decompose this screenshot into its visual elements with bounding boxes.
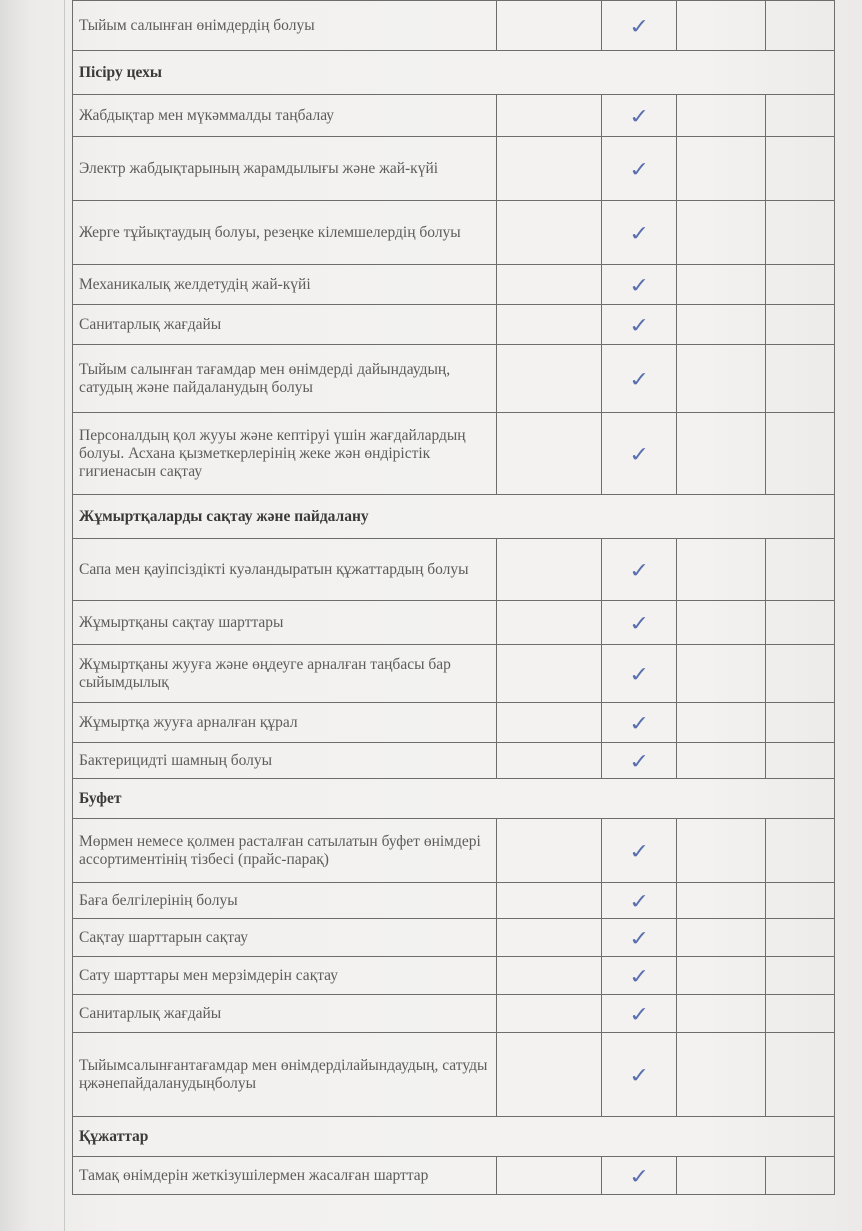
empty-cell: [677, 1, 766, 51]
checkmark-icon: ✓: [627, 271, 651, 298]
table-row: [73, 201, 835, 265]
table-row: [73, 95, 835, 137]
table-row: [73, 883, 835, 919]
section-title: Пісіру цехы: [73, 51, 835, 95]
item-name: Баға белгілерінің болуы: [73, 883, 497, 919]
check-cell: [602, 601, 677, 645]
check-cell: [602, 919, 677, 957]
empty-cell: [766, 1033, 835, 1117]
checkmark-icon: ✓: [627, 924, 651, 951]
empty-cell: [497, 345, 602, 413]
checkmark-icon: ✓: [627, 837, 651, 864]
empty-cell: [497, 1157, 602, 1195]
empty-cell: [677, 413, 766, 495]
empty-cell: [677, 743, 766, 779]
item-name: Тыйым салынған өнімдердің болуы: [73, 1, 497, 51]
check-cell: [602, 995, 677, 1033]
table-row: [73, 995, 835, 1033]
check-cell: [602, 265, 677, 305]
checkmark-icon: ✓: [627, 887, 651, 914]
empty-cell: [766, 539, 835, 601]
empty-cell: [677, 819, 766, 883]
empty-cell: [497, 539, 602, 601]
table-row: [73, 1, 835, 51]
item-name: Персоналдың қол жууы және кептіруі үшін жағдайлардың болуы. Асхана қызметкерлерінің жеке жән өндірістік гигиенасын сақтау: [73, 413, 497, 495]
checkmark-icon: ✓: [627, 747, 651, 774]
section-title: Құжаттар: [73, 1117, 835, 1157]
section-row: [73, 51, 835, 95]
table-row: [73, 305, 835, 345]
empty-cell: [497, 413, 602, 495]
empty-cell: [497, 995, 602, 1033]
table-row: [73, 703, 835, 743]
empty-cell: [766, 601, 835, 645]
empty-cell: [766, 703, 835, 743]
empty-cell: [766, 305, 835, 345]
empty-cell: [497, 919, 602, 957]
checkmark-icon: ✓: [627, 709, 651, 736]
table-row: [73, 345, 835, 413]
checkmark-icon: ✓: [627, 311, 651, 338]
empty-cell: [766, 883, 835, 919]
empty-cell: [497, 137, 602, 201]
item-name: Жерге тұйықтаудың болуы, резеңке кілемшелердің болуы: [73, 201, 497, 265]
checkmark-icon: ✓: [627, 962, 651, 989]
check-cell: [602, 957, 677, 995]
check-cell: [602, 1, 677, 51]
table-row: [73, 1033, 835, 1117]
check-cell: [602, 1033, 677, 1117]
empty-cell: [677, 345, 766, 413]
empty-cell: [766, 1, 835, 51]
empty-cell: [497, 201, 602, 265]
empty-cell: [677, 95, 766, 137]
empty-cell: [677, 1033, 766, 1117]
empty-cell: [497, 819, 602, 883]
table-row: [73, 601, 835, 645]
empty-cell: [766, 995, 835, 1033]
check-cell: [602, 883, 677, 919]
empty-cell: [677, 137, 766, 201]
check-cell: [602, 305, 677, 345]
empty-cell: [677, 265, 766, 305]
item-name: Механикалық желдетудің жай-күйі: [73, 265, 497, 305]
section-title: Буфет: [73, 779, 835, 819]
checkmark-icon: ✓: [627, 1162, 651, 1189]
check-cell: [602, 703, 677, 743]
item-name: Сату шарттары мен мерзімдерін сақтау: [73, 957, 497, 995]
table-row: [73, 743, 835, 779]
table-row: [73, 137, 835, 201]
item-name: Бактерицидті шамның болуы: [73, 743, 497, 779]
empty-cell: [766, 645, 835, 703]
empty-cell: [766, 137, 835, 201]
empty-cell: [677, 1157, 766, 1195]
item-name: Тыйымсалынғантағамдар мен өнімдерділайындаудың, сатудыңжәнепайдаланудыңболуы: [73, 1033, 497, 1117]
empty-cell: [766, 919, 835, 957]
empty-cell: [677, 601, 766, 645]
empty-cell: [766, 95, 835, 137]
empty-cell: [497, 957, 602, 995]
check-cell: [602, 539, 677, 601]
empty-cell: [497, 1033, 602, 1117]
checkmark-icon: ✓: [627, 440, 651, 467]
checkmark-icon: ✓: [627, 660, 651, 687]
table-row: [73, 413, 835, 495]
item-name: Тыйым салынған тағамдар мен өнімдерді дайындаудың, сатудың және пайдаланудың болуы: [73, 345, 497, 413]
empty-cell: [497, 265, 602, 305]
item-name: Электр жабдықтарының жарамдылығы және жай-күйі: [73, 137, 497, 201]
check-cell: [602, 201, 677, 265]
table-row: [73, 645, 835, 703]
table-row: [73, 1157, 835, 1195]
table-row: [73, 819, 835, 883]
item-name: Санитарлық жағдайы: [73, 995, 497, 1033]
table-row: [73, 919, 835, 957]
check-cell: [602, 819, 677, 883]
table-row: [73, 539, 835, 601]
checklist-table: [72, 0, 835, 1195]
section-title: Жұмыртқаларды сақтау және пайдалану: [73, 495, 835, 539]
empty-cell: [677, 703, 766, 743]
item-name: Сапа мен қауіпсіздікті куәландыратын құжаттардың болуы: [73, 539, 497, 601]
empty-cell: [677, 645, 766, 703]
empty-cell: [677, 995, 766, 1033]
table-row: [73, 957, 835, 995]
empty-cell: [677, 883, 766, 919]
item-name: Жабдықтар мен мүкәммалды таңбалау: [73, 95, 497, 137]
empty-cell: [497, 645, 602, 703]
checkmark-icon: ✓: [627, 102, 651, 129]
checkmark-icon: ✓: [627, 556, 651, 583]
section-row: [73, 1117, 835, 1157]
checkmark-icon: ✓: [627, 1061, 651, 1088]
checkmark-icon: ✓: [627, 12, 651, 39]
empty-cell: [677, 305, 766, 345]
empty-cell: [497, 743, 602, 779]
empty-cell: [677, 201, 766, 265]
empty-cell: [766, 957, 835, 995]
empty-cell: [497, 305, 602, 345]
checkmark-icon: ✓: [627, 155, 651, 182]
empty-cell: [497, 601, 602, 645]
item-name: Жұмыртқаны жууға және өңдеуге арналған таңбасы бар сыйымдылық: [73, 645, 497, 703]
check-cell: [602, 645, 677, 703]
item-name: Жұмыртқаны сақтау шарттары: [73, 601, 497, 645]
empty-cell: [766, 743, 835, 779]
check-cell: [602, 345, 677, 413]
item-name: Мөрмен немесе қолмен расталған сатылатын буфет өнімдері ассортиментінің тізбесі (прайс-парақ): [73, 819, 497, 883]
checkmark-icon: ✓: [627, 1000, 651, 1027]
empty-cell: [677, 539, 766, 601]
empty-cell: [677, 957, 766, 995]
empty-cell: [766, 201, 835, 265]
empty-cell: [766, 1157, 835, 1195]
checkmark-icon: ✓: [627, 365, 651, 392]
empty-cell: [766, 819, 835, 883]
checkmark-icon: ✓: [627, 609, 651, 636]
empty-cell: [497, 95, 602, 137]
item-name: Тамақ өнімдерін жеткізушілермен жасалған шарттар: [73, 1157, 497, 1195]
check-cell: [602, 743, 677, 779]
check-cell: [602, 137, 677, 201]
empty-cell: [766, 345, 835, 413]
checkmark-icon: ✓: [627, 219, 651, 246]
empty-cell: [677, 919, 766, 957]
empty-cell: [497, 703, 602, 743]
page-edge: [64, 0, 65, 1231]
check-cell: [602, 413, 677, 495]
item-name: Жұмыртқа жууға арналған құрал: [73, 703, 497, 743]
table-row: [73, 265, 835, 305]
check-cell: [602, 1157, 677, 1195]
empty-cell: [497, 1, 602, 51]
empty-cell: [766, 265, 835, 305]
item-name: Санитарлық жағдайы: [73, 305, 497, 345]
section-row: [73, 495, 835, 539]
empty-cell: [497, 883, 602, 919]
section-row: [73, 779, 835, 819]
item-name: Сақтау шарттарын сақтау: [73, 919, 497, 957]
empty-cell: [766, 413, 835, 495]
check-cell: [602, 95, 677, 137]
